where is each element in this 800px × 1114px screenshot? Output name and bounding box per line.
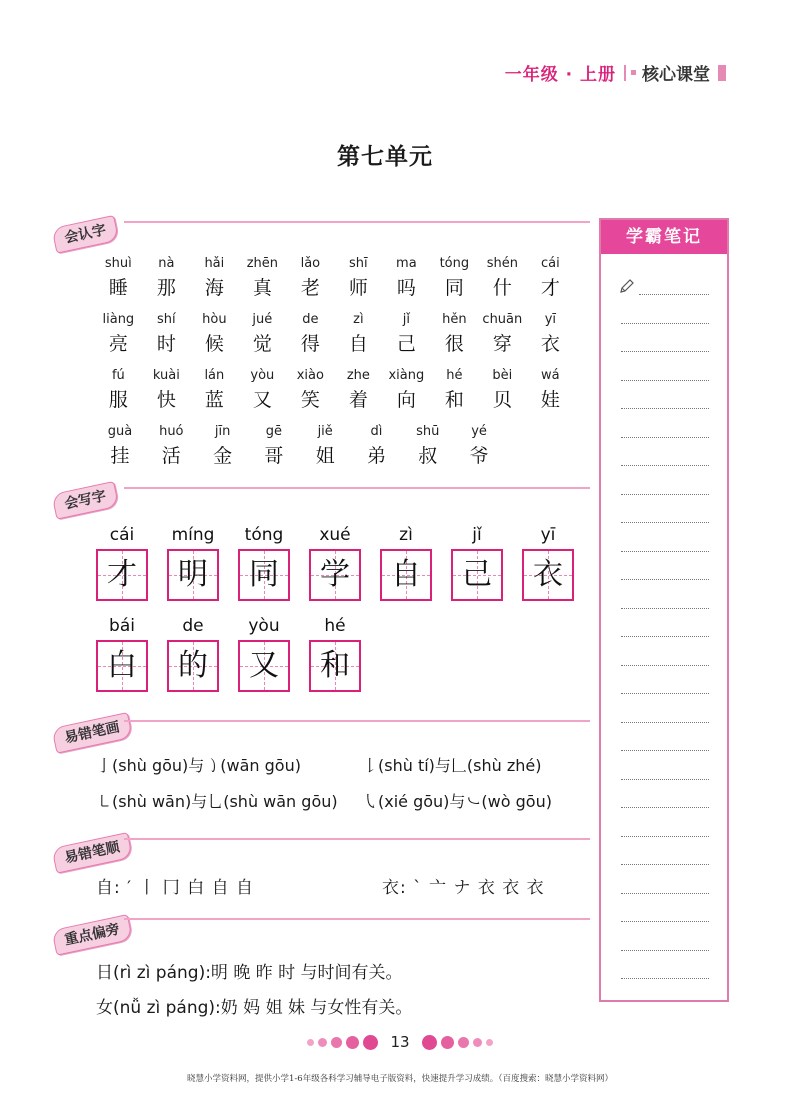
pinyin: liàng [102,312,135,327]
hanzi: 同 [444,277,464,299]
section-tag-radicals: 重点偏旁 [51,914,133,956]
hanzi: 又 [252,389,272,411]
hanzi: 自 [348,333,368,355]
pinyin: nà [158,256,175,271]
hanzi: 向 [396,389,416,411]
hanzi: 真 [252,277,272,299]
hanzi: 时 [156,333,176,355]
hanzi: 海 [204,277,224,299]
note-rule-line [621,693,709,694]
note-rule-line [621,551,709,552]
section-tag-strokes: 易错笔画 [51,712,133,754]
pinyin: zhe [346,368,370,383]
char-cell [336,365,381,421]
pinyin: zì [353,312,364,327]
char-cell [250,421,298,477]
char-cell [480,309,525,365]
dot [458,1037,469,1048]
char-cell [144,253,189,309]
char-row [96,253,576,309]
stroke-pair: ㇂(xié gōu)与㇃(wò gōu) [362,792,552,811]
dot [307,1039,314,1046]
char-cell [455,421,503,477]
hanzi: 什 [492,277,512,299]
pinyin: lǎo [300,256,321,271]
header-end-bar [718,65,726,81]
note-rule-line [621,921,709,922]
hanzi: 叔 [418,445,438,467]
char-cell [480,253,525,309]
pinyin: bái [109,616,135,636]
hanzi: 候 [204,333,224,355]
note-rule-line [621,864,709,865]
pinyin: wá [541,368,560,383]
hanzi: 爷 [469,445,489,467]
notes-panel [599,218,729,1002]
char-cell [96,253,141,309]
write-cell [522,523,574,601]
note-rule-line [621,978,709,979]
note-rule-line [639,294,709,295]
stroke-pair: ㇄(shù wān)与乚(shù wān gōu) [96,792,338,811]
section-divider [124,221,590,223]
char-cell [240,253,285,309]
section-divider [124,487,590,489]
note-rule-line [621,836,709,837]
pinyin: yī [540,525,556,545]
char-cell [384,253,429,309]
tian-grid-box [309,549,361,601]
pinyin: míng [171,525,215,545]
hanzi: 金 [213,445,233,467]
pinyin: cái [540,256,560,271]
pinyin: cái [109,525,135,545]
char-cell [404,421,452,477]
char-cell [147,421,195,477]
hanzi: 学 [320,557,350,592]
note-rule-line [621,437,709,438]
pinyin: yé [471,424,487,439]
hanzi: 老 [300,277,320,299]
hanzi: 己 [396,333,416,355]
page-header [505,60,726,85]
dot [318,1038,327,1047]
note-rule-line [621,494,709,495]
pinyin: hǎi [204,256,225,271]
pinyin: xiào [296,368,324,383]
section-divider [124,838,590,840]
write-cell [380,523,432,601]
hanzi: 着 [348,389,368,411]
note-rule-line [621,893,709,894]
unit-title: 第七单元 [337,144,433,170]
char-row [96,309,576,365]
pinyin: huó [159,424,184,439]
hanzi: 的 [178,648,208,683]
char-cell [384,365,429,421]
write-cell [96,614,148,692]
hanzi: 吗 [396,277,416,299]
write-cell [309,614,361,692]
char-cell [96,365,141,421]
char-cell [96,309,141,365]
pinyin: hé [324,616,346,636]
hanzi: 亮 [108,333,128,355]
char-row [96,365,576,421]
hanzi: 衣 [540,333,560,355]
write-cell [167,614,219,692]
char-cell [288,309,333,365]
tian-grid-box [522,549,574,601]
hanzi: 才 [107,557,137,592]
hanzi: 和 [320,648,350,683]
stroke-order-zi: 自: ′ 丨 冂 白 自 自 [96,878,255,898]
pinyin: gē [265,424,283,439]
note-rule-line [621,380,709,381]
pinyin: ma [396,256,417,271]
tian-grid-box [309,640,361,692]
dot [422,1035,437,1050]
pinyin: shī [349,256,368,271]
char-cell [352,421,400,477]
hanzi: 和 [444,389,464,411]
hanzi: 明 [178,557,208,592]
dot [331,1037,342,1048]
section-divider [124,918,590,920]
hanzi: 同 [249,557,279,592]
note-rule-line [621,465,709,466]
write-cell [309,523,361,601]
char-cell [144,309,189,365]
pinyin: jǐ [472,525,482,545]
pinyin: shí [157,312,176,327]
pinyin: tóng [439,256,470,271]
stroke-order-yi: 衣: ` 亠 ナ 衣 衣 衣 [382,878,545,898]
hanzi: 活 [161,445,181,467]
pinyin: kuài [152,368,180,383]
hanzi: 己 [462,557,492,592]
hanzi: 那 [156,277,176,299]
section-divider [124,720,590,722]
char-cell [336,309,381,365]
hanzi: 姐 [315,445,335,467]
pinyin: jǐ [402,312,410,327]
char-cell [432,309,477,365]
section-tag-write: 会写字 [51,481,119,520]
note-rule-line [621,522,709,523]
pinyin: de [302,312,319,327]
hanzi: 笑 [300,389,320,411]
pinyin: yòu [248,616,280,636]
hanzi: 贝 [492,389,512,411]
hanzi: 很 [444,333,464,355]
pinyin: xué [319,525,351,545]
note-rule-line [621,779,709,780]
hanzi: 穿 [492,333,512,355]
pinyin: shū [416,424,440,439]
hanzi: 觉 [252,333,272,355]
char-cell [288,253,333,309]
pinyin: jiě [317,424,333,439]
pinyin: fú [111,368,125,383]
tian-grid-box [238,640,290,692]
course-label: 核心课堂 [642,65,710,85]
pinyin: jīn [214,424,231,439]
char-cell [288,365,333,421]
hanzi: 才 [540,277,560,299]
pinyin: tóng [244,525,284,545]
char-cell [192,253,237,309]
hanzi: 师 [348,277,368,299]
write-cell [238,523,290,601]
pinyin: jué [252,312,273,327]
pinyin: de [182,616,204,636]
note-rule-line [621,750,709,751]
char-cell [192,309,237,365]
tian-grid-box [167,640,219,692]
radical-ri: 日(rì zì páng):明 晚 昨 时 与时间有关。 [96,963,403,983]
grade-label: 一年级 · 上册 [504,65,616,85]
notes-title: 学霸笔记 [601,220,727,254]
hanzi: 娃 [540,389,560,411]
char-cell [240,365,285,421]
note-rule-line [621,636,709,637]
note-rule-line [621,807,709,808]
char-cell [240,309,285,365]
tian-grid-box [96,549,148,601]
char-cell [528,365,573,421]
hanzi: 哥 [264,445,284,467]
char-cell [528,309,573,365]
char-cell [336,253,381,309]
char-cell [96,421,144,477]
pinyin: dì [370,424,383,439]
char-cell [480,365,525,421]
hanzi: 自 [391,557,421,592]
footer-note: 晓慧小学资料网，提供小学1-6年级各科学习辅导电子版资料，快速提升学习成绩。（百度搜索：晓慧小学资料网） [187,1074,613,1084]
dot [363,1035,378,1050]
hanzi: 挂 [110,445,130,467]
pinyin: hé [446,368,463,383]
note-rule-line [621,408,709,409]
dot [441,1036,454,1049]
char-cell [528,253,573,309]
note-rule-line [621,351,709,352]
hanzi: 衣 [533,557,563,592]
note-rule-line [621,608,709,609]
dot [473,1038,482,1047]
note-rule-line [621,579,709,580]
page-number: 13 [390,1033,410,1051]
dot [486,1039,493,1046]
pinyin: shuì [104,256,132,271]
pinyin: hěn [442,312,467,327]
page-number-bar [0,1033,800,1051]
dot [346,1036,359,1049]
hanzi: 服 [108,389,128,411]
tian-grid-box [167,549,219,601]
char-row [96,421,576,477]
header-dot [631,70,636,75]
hanzi: 弟 [366,445,386,467]
hanzi: 蓝 [204,389,224,411]
pinyin: zhēn [246,256,278,271]
hanzi: 睡 [108,277,128,299]
note-rule-line [621,722,709,723]
radical-nv: 女(nǚ zì páng):奶 妈 姐 妹 与女性有关。 [96,998,413,1018]
hanzi: 得 [300,333,320,355]
char-cell [384,309,429,365]
hanzi: 又 [249,648,279,683]
char-cell [199,421,247,477]
hanzi: 快 [156,389,176,411]
header-separator [624,65,626,81]
pinyin: xiàng [388,368,425,383]
tian-grid-box [96,640,148,692]
char-cell [432,365,477,421]
pinyin: lán [204,368,225,383]
note-rule-line [621,950,709,951]
write-cell [238,614,290,692]
char-cell [144,365,189,421]
pinyin: yòu [250,368,275,383]
write-cell [167,523,219,601]
section-tag-order: 易错笔顺 [51,832,133,874]
write-cell [96,523,148,601]
note-rule-line [621,323,709,324]
write-cell [451,523,503,601]
pencil-icon [619,278,635,294]
recognize-grid [96,253,576,477]
pinyin: hòu [202,312,227,327]
char-cell [432,253,477,309]
tian-grid-box [451,549,503,601]
hanzi: 白 [107,648,137,683]
write-row [96,614,380,692]
pinyin: bèi [492,368,513,383]
pinyin: zì [399,525,413,545]
pinyin: yī [544,312,556,327]
stroke-pair: 亅(shù gōu)与㇁(wān gōu) [96,756,301,775]
tian-grid-box [380,549,432,601]
tian-grid-box [238,549,290,601]
pinyin: guà [107,424,133,439]
pinyin: chuān [482,312,523,327]
stroke-pair: 𠄌(shù tí)与𠃊(shù zhé) [362,756,542,775]
section-tag-recognize: 会认字 [51,215,119,254]
note-rule-line [621,665,709,666]
pinyin: shén [486,256,518,271]
char-cell [192,365,237,421]
write-row [96,523,593,601]
char-cell [301,421,349,477]
